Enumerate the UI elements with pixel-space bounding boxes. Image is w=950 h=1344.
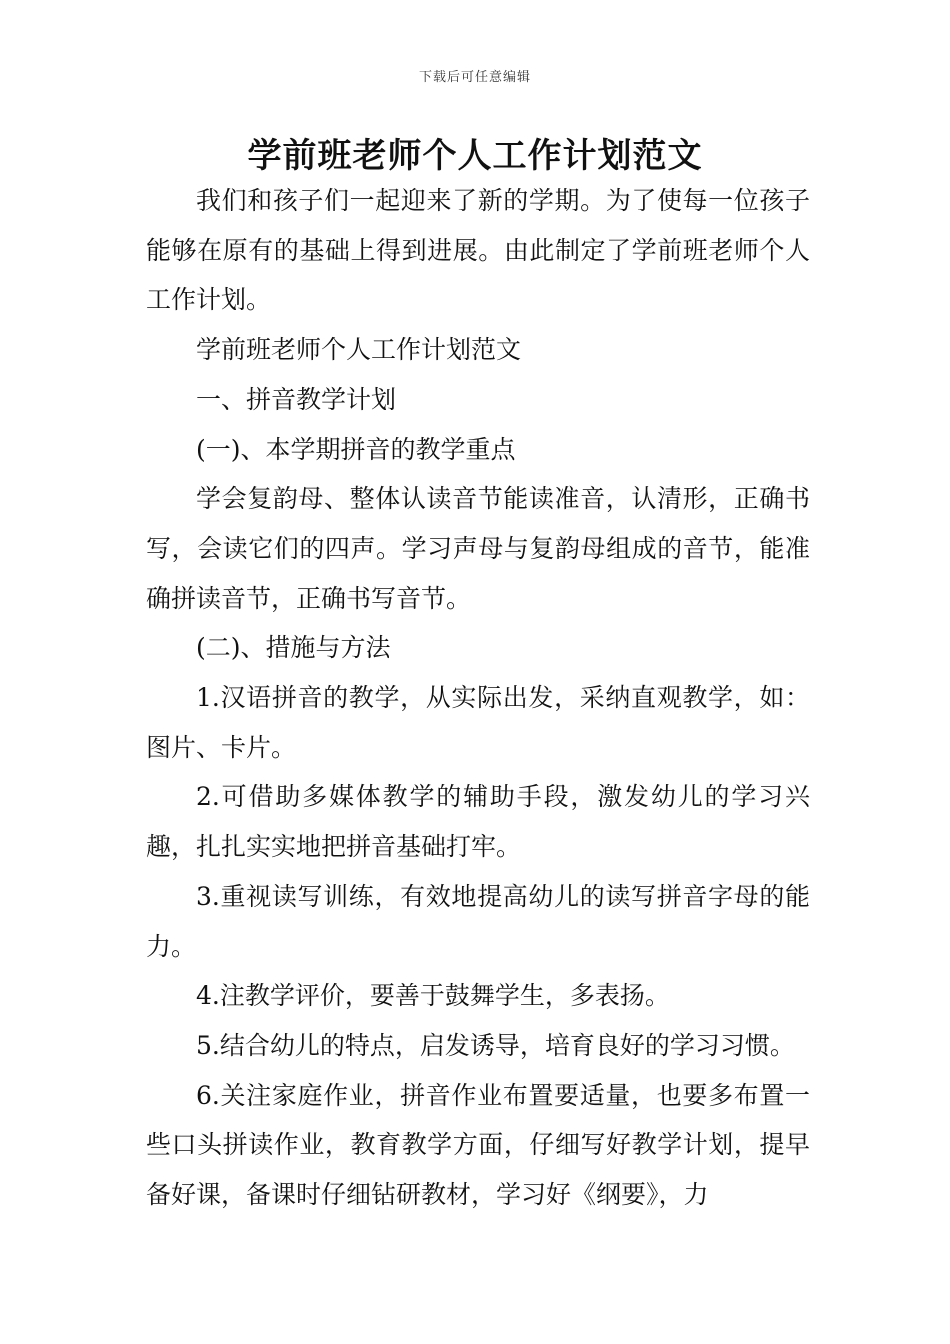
document-title: 学前班老师个人工作计划范文: [247, 136, 703, 176]
list-item-4: 4.注教学评价，要善于鼓舞学生，多表扬。: [196, 981, 670, 1011]
list-item-6: 6.关注家庭作业，拼音作业布置要适量，也要多布置一些口头拼读作业，教育教学方面，仔细写好教学计划，提早备好课，备课时仔细钻研教材，学习好《纲要》，力: [146, 1080, 810, 1210]
subsection-heading-methods: (二)、措施与方法: [196, 633, 391, 663]
paragraph-subtitle: 学前班老师个人工作计划范文: [196, 335, 522, 365]
subsection-heading-focus: (一)、本学期拼音的教学重点: [196, 434, 516, 464]
list-item-5: 5.结合幼儿的特点，启发诱导，培育良好的学习习惯。: [196, 1030, 795, 1060]
list-item-3: 3.重视读写训练，有效地提高幼儿的读写拼音字母的能力。: [146, 881, 810, 961]
document-body: [146, 176, 810, 1220]
list-item-1: 1.汉语拼音的教学，从实际出发，采纳直观教学，如：图片、卡片。: [146, 683, 810, 762]
paragraph-intro: 我们和孩子们一起迎来了新的学期。为了使每一位孩子能够在原有的基础上得到进展。由此制定了学前班老师个人工作计划。: [146, 186, 810, 315]
paragraph-focus: 学会复韵母、整体认读音节能读准音，认清形，正确书写，会读它们的四声。学习声母与复韵母组成的音节，能准确拼读音节，正确书写音节。: [146, 484, 810, 613]
header-note: 下载后可任意编辑: [418, 70, 531, 85]
list-item-2: 2.可借助多媒体教学的辅助手段，激发幼儿的学习兴趣，扎扎实实地把拼音基础打牢。: [146, 782, 810, 862]
section-heading-pinyin: 一、拼音教学计划: [196, 384, 397, 414]
